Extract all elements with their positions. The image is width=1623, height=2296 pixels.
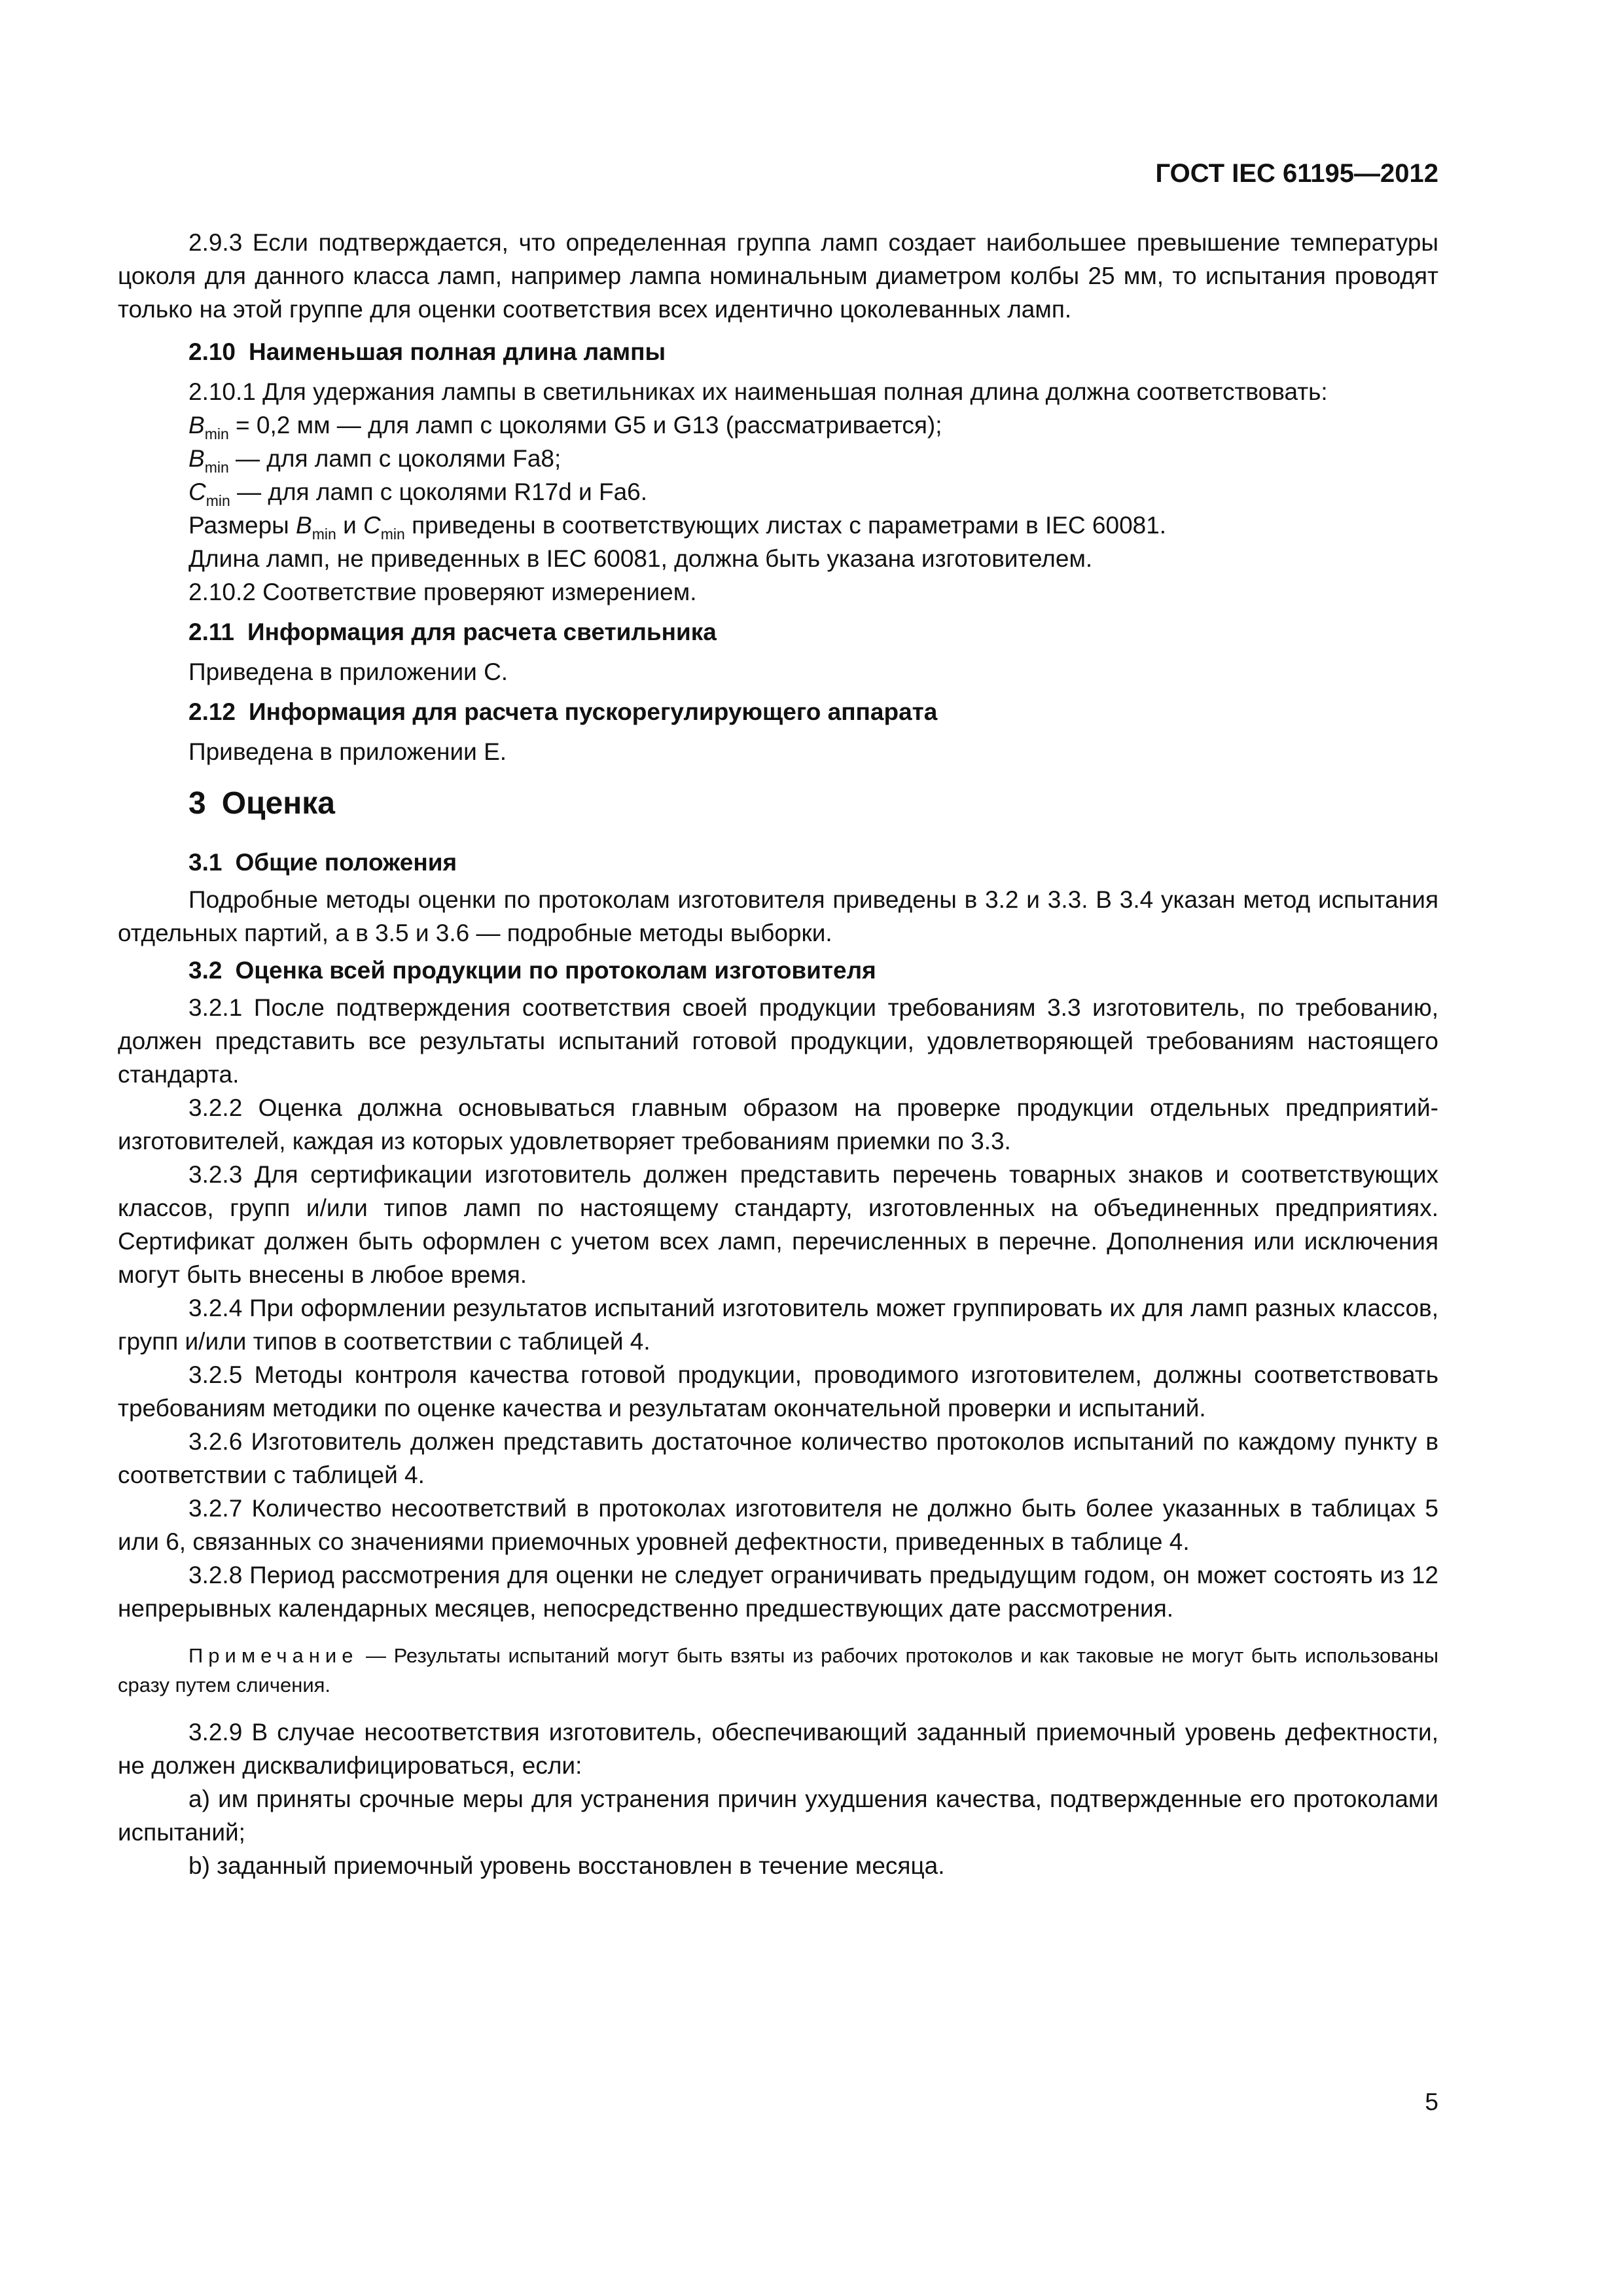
section-3-1-text: Подробные методы оценки по протоколам изготовителя приведены в 3.2 и 3.3. В 3.4 указан метод испытания отдельных партий, а в 3.5 и 3.6 — подробные методы выборки.: [118, 886, 1438, 946]
clause-2-10-1: 2.10.1 Для удержания лампы в светильниках их наименьшая полная длина должна соответствовать:: [188, 378, 1328, 405]
section-number: 3: [188, 786, 206, 821]
page-number: 5: [1425, 2089, 1438, 2115]
subscript-min: min: [380, 526, 405, 543]
clause-3-2-7: 3.2.7 Количество несоответствий в протоколах изготовителя не должно быть более указанных в таблицах 5 или 6, связанных со значениями приемочных уровней дефектности, приведенных в таблице 4.: [118, 1495, 1438, 1555]
clause-3-2-3: 3.2.3 Для сертификации изготовитель должен представить перечень товарных знаков и соответствующих классов, групп и/или типов ламп по настоящему стандарту, изготовленных на объединенных предприятиях. Сертификат должен быть оформлен с учетом всех ламп, перечисленных в перечне. Дополнения или исключения могут быть внесены в любое время.: [118, 1161, 1438, 1288]
section-3-1-heading: [118, 846, 1438, 879]
section-3-heading: [118, 784, 1438, 823]
clause-3-2-8: 3.2.8 Период рассмотрения для оценки не следует ограничивать предыдущим годом, он может состоять из 12 непрерывных календарных месяцев, непосредственно предшествующих дате рассмотрения.: [118, 1562, 1438, 1622]
section-2-10-heading: [118, 335, 1438, 368]
section-title: Информация для расчета светильника: [247, 619, 717, 645]
section-number: 3.2: [188, 957, 223, 984]
section-3-2-heading: [118, 954, 1438, 987]
clause-3-2-4: 3.2.4 При оформлении результатов испытаний изготовитель может группировать их для ламп разных классов, групп и/или типов в соответствии с таблицей 4.: [118, 1295, 1438, 1355]
list-item-a: a) им приняты срочные меры для устранения причин ухудшения качества, подтвержденные его протоколами испытаний;: [118, 1785, 1438, 1846]
section-number: 3.1: [188, 849, 223, 876]
section-title: Оценка всей продукции по протоколам изготовителя: [235, 957, 876, 984]
clause-3-2-1: 3.2.1 После подтверждения соответствия своей продукции требованиям 3.3 изготовитель, по требованию, должен представить все результаты испытаний готовой продукции, удовлетворяющей требованиям настоящего стандарта.: [118, 994, 1438, 1088]
sizes-line: [118, 509, 1438, 542]
page-content: [118, 226, 1438, 1882]
section-number: 2.12: [188, 698, 236, 725]
subscript-min: min: [312, 526, 336, 543]
section-title: Наименьшая полная длина лампы: [249, 338, 666, 365]
symbol-c: C: [363, 512, 381, 539]
line-text: — для ламп с цоколями Fa8;: [228, 445, 562, 472]
symbol-b: B: [188, 445, 205, 472]
subscript-min: min: [204, 425, 229, 442]
section-number: 2.11: [188, 619, 234, 645]
clause-3-2-9: 3.2.9 В случае несоответствия изготовитель, обеспечивающий заданный приемочный уровень дефектности, не должен дисквалифицироваться, если:: [118, 1719, 1438, 1779]
line-text: = 0,2 мм — для ламп с цоколями G5 и G13 (рассматривается);: [228, 412, 942, 439]
clause-3-2-6: 3.2.6 Изготовитель должен представить достаточное количество протоколов испытаний по каждому пункту в соответствии с таблицей 4.: [118, 1428, 1438, 1488]
line-text: Размеры: [188, 512, 296, 539]
note-text: — Результаты испытаний могут быть взяты из рабочих протоколов и как таковые не могут быть использованы сразу путем сличения.: [118, 1644, 1438, 1696]
section-number: 2.10: [188, 338, 236, 365]
note: [118, 1641, 1438, 1700]
clause-2-10-2: 2.10.2 Соответствие проверяют измерением.: [188, 579, 697, 605]
note-label: Примечание: [188, 1644, 359, 1667]
clause-3-2-2: 3.2.2 Оценка должна основываться главным образом на проверке продукции отдельных предприятий-изготовителей, каждая из которых удовлетворяет требованиям приемки по 3.3.: [118, 1094, 1438, 1155]
clause-3-2-5: 3.2.5 Методы контроля качества готовой продукции, проводимого изготовителем, должны соответствовать требованиям методики по оценке качества и результатам окончательной проверки и испытаний.: [118, 1361, 1438, 1422]
section-2-12-text: Приведена в приложении Е.: [188, 738, 507, 765]
section-title: Информация для расчета пускорегулирующего аппарата: [249, 698, 938, 725]
bmin-g5-g13-line: [118, 408, 1438, 442]
cmin-r17d-fa6-line: [118, 475, 1438, 509]
line-text: и: [336, 512, 364, 539]
list-item-b: b) заданный приемочный уровень восстановлен в течение месяца.: [188, 1852, 945, 1879]
line-text: приведены в соответствующих листах с параметрами в IEC 60081.: [404, 512, 1167, 539]
section-2-12-heading: [118, 695, 1438, 728]
symbol-b: B: [188, 412, 205, 439]
clause-2-9-3: 2.9.3 Если подтверждается, что определенная группа ламп создает наибольшее превышение температуры цоколя для данного класса ламп, например лампа номинальным диаметром колбы 25 мм, то испытания проводят только на этой группе для оценки соответствия всех идентично цоколеванных ламп.: [118, 229, 1438, 323]
symbol-c: C: [188, 478, 206, 505]
section-2-11-text: Приведена в приложении С.: [188, 658, 508, 685]
length-line: Длина ламп, не приведенных в IEC 60081, должна быть указана изготовителем.: [188, 545, 1093, 572]
symbol-b: B: [296, 512, 312, 539]
section-2-11-heading: [118, 615, 1438, 649]
section-title: Оценка: [221, 786, 335, 821]
document-code: ГОСТ IEC 61195—2012: [1155, 159, 1438, 188]
subscript-min: min: [205, 492, 230, 509]
subscript-min: min: [204, 459, 229, 476]
bmin-fa8-line: [118, 442, 1438, 475]
section-title: Общие положения: [235, 849, 457, 876]
line-text: — для ламп с цоколями R17d и Fa6.: [230, 478, 647, 505]
